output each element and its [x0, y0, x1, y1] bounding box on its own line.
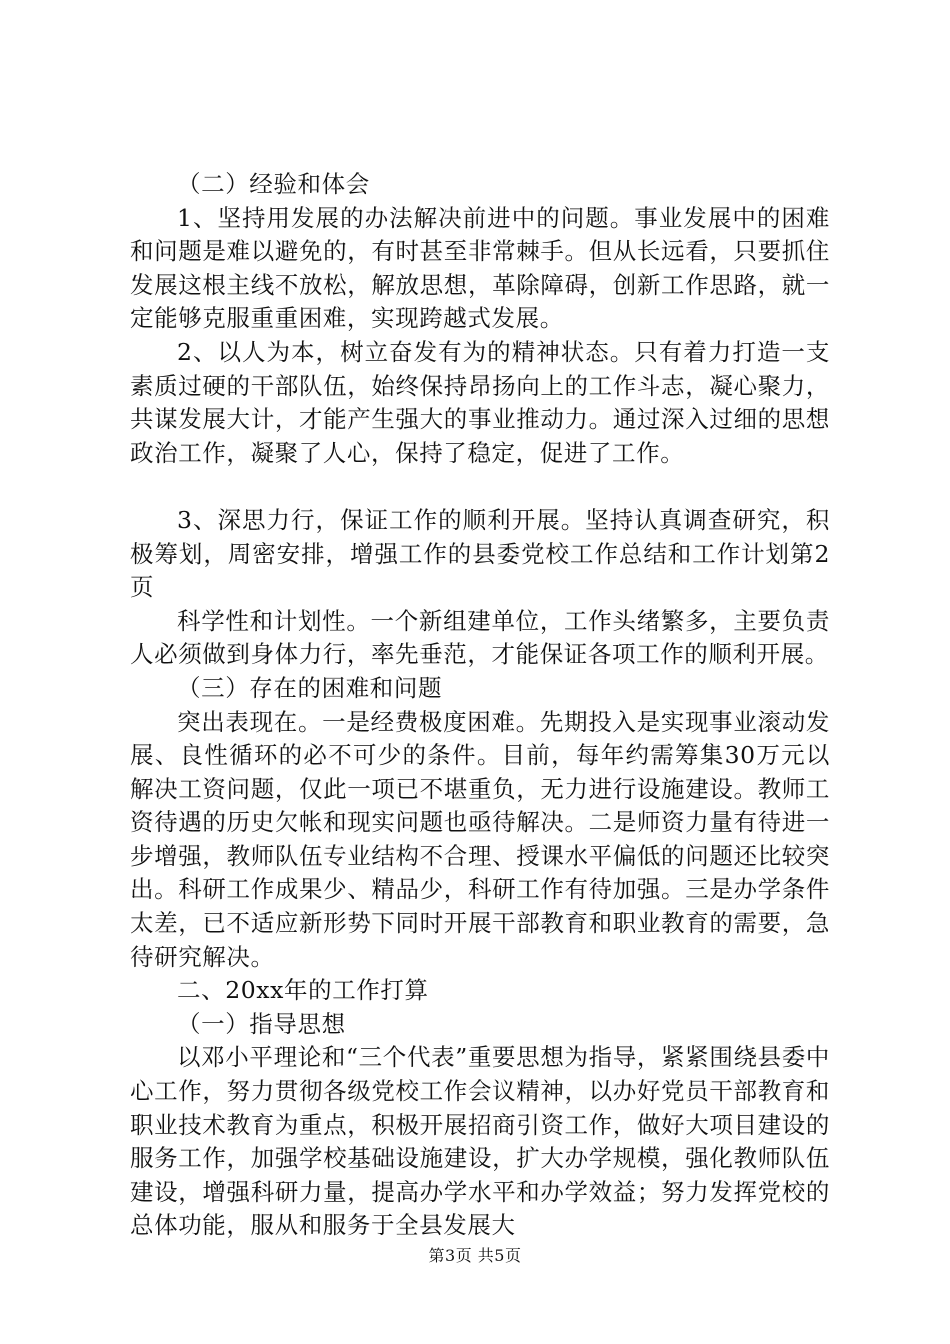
section-heading-difficulties: （三）存在的困难和问题: [177, 673, 443, 702]
section-heading-guiding-thought: （一）指导思想: [177, 1009, 346, 1038]
paragraph-difficulties: 突出表现在。一是经费极度困难。先期投入是实现事业滚动发展、良性循环的必不可少的条件。目前，每年约需筹集30万元以解决工资问题，仅此一项已不堪重负，无力进行设施建设。教师工资待遇的历史欠帐和现实问题也亟待解决。二是师资力量有待进一步增强，教师队伍专业结构不合理、授课水平偏低的问题还比较突出。科研工作成果少、精品少，科研工作有待加强。三是办学条件太差，已不适应新形势下同时开展干部教育和职业教育的需要，急待研究解决。: [130, 707, 830, 971]
paragraph-experience-2: 2、以人为本，树立奋发有为的精神状态。只有着力打造一支素质过硬的干部队伍，始终保持昂扬向上的工作斗志，凝心聚力，共谋发展大计，才能产生强大的事业推动力。通过深入过细的思想政治工作，凝聚了人心，保持了稳定，促进了工作。: [130, 337, 830, 467]
paragraph-guiding-thought: 以邓小平理论和“三个代表”重要思想为指导，紧紧围绕县委中心工作，努力贯彻各级党校工作会议精神，以办好党员干部教育和职业技术教育为重点，积极开展招商引资工作，做好大项目建设的服务工作，加强学校基础设施建设，扩大办学规模，强化教师队伍建设，增强科研力量，提高办学水平和办学效益；努力发挥党校的总体功能，服从和服务于全县发展大: [130, 1043, 830, 1240]
paragraph-experience-3: 3、深思力行，保证工作的顺利开展。坚持认真调查研究，积极筹划，周密安排，增强工作的县委党校工作总结和工作计划第2页: [130, 505, 830, 602]
document-body: [130, 168, 830, 1243]
section-heading-experience: （二）经验和体会: [177, 170, 370, 198]
paragraph-experience-1: 1、坚持用发展的办法解决前进中的问题。事业发展中的困难和问题是难以避免的，有时甚至非常棘手。但从长远看，只要抓住发展这根主线不放松，解放思想，革除障碍，创新工作思路，就一定能够克服重重困难，实现跨越式发展。: [130, 203, 830, 333]
section-heading-plan: 二、20xx年的工作打算: [177, 976, 429, 1005]
paragraph-experience-3-continued: 科学性和计划性。一个新组建单位，工作头绪繁多，主要负责人必须做到身体力行，率先垂范，才能保证各项工作的顺利开展。: [130, 606, 830, 669]
page-number-footer: 第3页 共5页: [428, 1246, 522, 1265]
